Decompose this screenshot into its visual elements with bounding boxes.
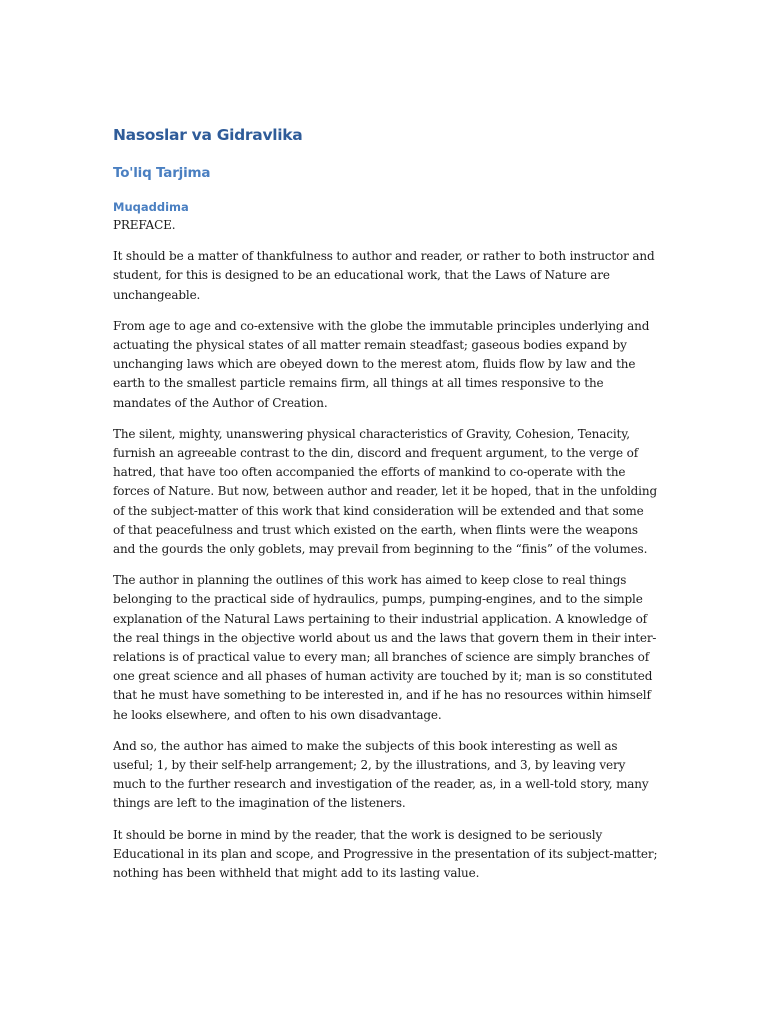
- document-title: Nasoslar va Gidravlika: [113, 126, 303, 144]
- body-paragraph: It should be a matter of thankfulness to author and reader, or rather to both instructor and student, for this is designed to be an educational work, that the Laws of Nature are unchangeable.: [113, 249, 655, 302]
- preface-label: PREFACE.: [113, 218, 176, 232]
- body-paragraph: From age to age and co-extensive with the globe the immutable principles underlying and actuating the physical states of all matter remain steadfast; gaseous bodies expand by unchanging laws which are obeyed down to the merest atom, fluids flow by law and the earth to the smallest particle remains firm, all things at all times responsive to the mandates of the Author of Creation.: [113, 318, 650, 410]
- body-paragraph: And so, the author has aimed to make the subjects of this book interesting as well as useful; 1, by their self-help arrangement; 2, by the illustrations, and 3, by leaving very much to the further research and investigation of the reader, as, in a well-told story, many things are left to the imagination of the listeners.: [113, 738, 649, 811]
- section-heading: Muqaddima: [113, 200, 189, 214]
- document-subtitle: To'liq Tarjima: [113, 165, 211, 181]
- body-paragraph: It should be borne in mind by the reader, that the work is designed to be seriously Educational in its plan and scope, and Progressive in the presentation of its subject-matter; nothing has been withheld that might add to its lasting value.: [113, 827, 658, 881]
- body-paragraph: The silent, mighty, unanswering physical characteristics of Gravity, Cohesion, Tenacity, furnish an agreeable contrast to the din, discord and frequent argument, to the verge of hatred, that have too often accompanied the efforts of mankind to co-operate with the forces of Nature. But now, between author and reader, let it be hoped, that in the unfolding of the subject-matter of this work that kind consideration will be extended and that some of that peacefulness and trust which existed on the earth, when flints were the weapons and the gourds the only goblets, may prevail from beginning to the “finis” of the volumes.: [113, 426, 657, 557]
- body-paragraph: The author in planning the outlines of this work has aimed to keep close to real things belonging to the practical side of hydraulics, pumps, pumping-engines, and to the simple explanation of the Natural Laws pertaining to their industrial application. A knowledge of the real things in the objective world about us and the laws that govern them in their inter-relations is of practical value to every man; all branches of science are simply branches of one great science and all phases of human activity are touched by it; man is so constituted that he must have something to be interested in, and if he has no resources within himself he looks elsewhere, and often to his own disadvantage.: [113, 573, 657, 722]
